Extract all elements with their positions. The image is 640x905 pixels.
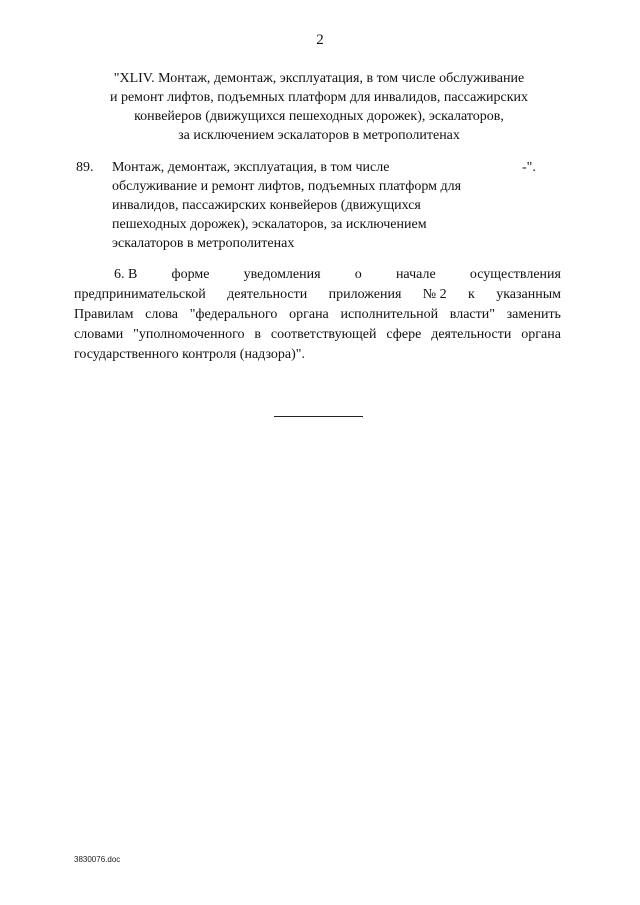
item-text-line: эскалаторов в метрополитенах [112,236,295,251]
word: начале [395,267,436,282]
word: о [354,267,362,282]
document-id: 3830076.doc [74,855,121,864]
word: "уполномоченного [133,327,245,342]
amendment-paragraph [74,265,561,365]
word: № 2 [422,287,447,302]
word: к [468,287,475,302]
word: власти" [449,307,495,322]
item-number: 89. [76,160,94,175]
item-text-line: инвалидов, пассажирских конвейеров (движущихся [112,198,421,213]
paragraph-line [74,305,561,325]
heading-line: конвейеров (движущихся пешеходных дорожек), эскалаторов, [134,109,504,124]
section-heading [74,69,564,145]
word: 6. В [114,267,138,282]
paragraph-line [74,325,561,345]
page-number: 2 [316,32,324,48]
word: форме [171,267,210,282]
item-closing-mark: -". [522,160,536,175]
word: Правилам [74,307,134,322]
word: соответствующей [270,327,377,342]
word: органа [289,307,329,322]
word: органа [521,327,561,342]
paragraph-line [74,285,561,305]
word: приложения [328,287,402,302]
paragraph-line [74,265,561,285]
heading-line: за исключением эскалаторов в метрополитенах [178,128,460,143]
item-text-line: Монтаж, демонтаж, эксплуатация, в том числе [112,160,390,175]
end-divider [274,416,363,417]
word: сфере [386,327,422,342]
word: слова [145,307,179,322]
word: словами [74,327,124,342]
word: "федерального [189,307,278,322]
word: деятельности [227,287,308,302]
word: заменить [506,307,561,322]
heading-line: и ремонт лифтов, подъемных платформ для инвалидов, пассажирских [109,90,529,105]
word: деятельности [431,327,512,342]
heading-line: "XLIV. Монтаж, демонтаж, эксплуатация, в том числе обслуживание [113,71,525,86]
item-text [112,158,492,253]
word: в [254,327,262,342]
paragraph-line [74,345,561,365]
item-text-line: пешеходных дорожек), эскалаторов, за исключением [112,217,427,232]
word: предпринимательской [74,287,206,302]
word: указанным [496,287,561,302]
word: исполнительной [340,307,439,322]
word: государственного контроля (надзора)". [74,347,305,362]
item-text-line: обслуживание и ремонт лифтов, подъемных платформ для [112,179,462,194]
word: уведомления [243,267,321,282]
word: осуществления [469,267,561,282]
